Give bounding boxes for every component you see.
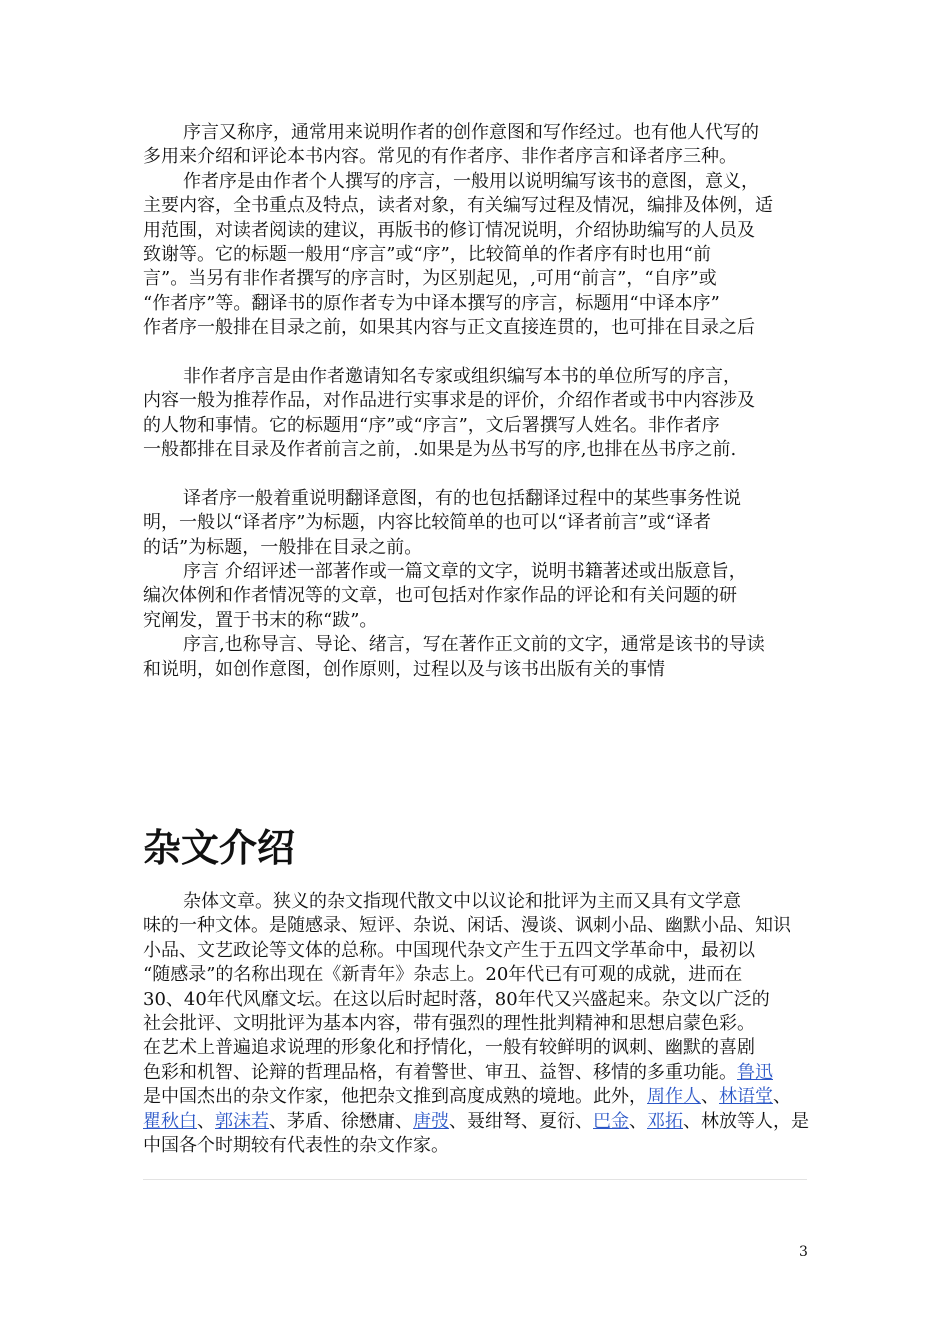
paragraph-line bbox=[143, 1061, 808, 1085]
paragraph-line: 序言,也称导言、导论、绪言，写在著作正文前的文字，通常是该书的导读 bbox=[183, 634, 765, 656]
paragraph-line: 译者序一般着重说明翻译意图，有的也包括翻译过程中的某些事务性说 bbox=[183, 487, 741, 509]
paragraph-line: 主要内容，全书重点及特点，读者对象，有关编写过程及情况，编排及体例，适 bbox=[143, 195, 773, 217]
section-heading: 杂文介绍 bbox=[143, 826, 296, 870]
link-ba-jin[interactable]: 巴金 bbox=[593, 1110, 629, 1132]
paragraph-line: 多用来介绍和评论本书内容。常见的有作者序、非作者序言和译者序三种。 bbox=[143, 146, 737, 168]
paragraph-line: “作者序”等。翻译书的原作者专为中译本撰写的序言，标题用“中译本序” bbox=[143, 292, 720, 314]
paragraph-line bbox=[143, 1085, 808, 1109]
link-deng-tuo[interactable]: 邓拓 bbox=[647, 1110, 683, 1132]
paragraph-line: 言”。当另有非作者撰写的序言时，为区别起见，,可用“前言”，“自序”或 bbox=[143, 268, 717, 290]
separator: 、 bbox=[629, 1110, 647, 1132]
paragraph-line: 一般都排在目录及作者前言之前，.如果是为丛书写的序,也排在丛书序之前. bbox=[143, 439, 737, 461]
paragraph-line: 的话”为标题，一般排在目录之前。 bbox=[143, 536, 423, 558]
line-text: 、聂绀弩、夏衍、 bbox=[449, 1110, 593, 1132]
paragraph-line: 作者序一般排在目录之前，如果其内容与正文直接连贯的，也可排在目录之后 bbox=[143, 317, 755, 339]
paragraph-line: 序言又称序，通常用来说明作者的创作意图和写作经过。也有他人代写的 bbox=[183, 122, 759, 143]
paragraph-line: 30、40年代风靡文坛。在这以后时起时落，80年代又兴盛起来。杂文以广泛的 bbox=[143, 988, 770, 1010]
link-lin-yutang[interactable]: 林语堂 bbox=[719, 1086, 773, 1108]
line-text: 、林放等人，是 bbox=[683, 1110, 809, 1132]
paragraph-line bbox=[143, 1110, 808, 1134]
link-tang-tao[interactable]: 唐弢 bbox=[413, 1110, 449, 1132]
horizontal-divider bbox=[143, 1179, 807, 1180]
paragraph-gap bbox=[143, 462, 808, 486]
paragraph-line: 序言 介绍评述一部著作或一篇文章的文字，说明书籍著述或出版意旨， bbox=[183, 561, 747, 583]
line-text: 是中国杰出的杂文作家，他把杂文推到高度成熟的境地。此外， bbox=[143, 1086, 647, 1108]
separator: 、 bbox=[773, 1086, 791, 1108]
paragraph-gap bbox=[143, 341, 808, 365]
line-text: 色彩和机智、论辩的哲理品格，有着警世、审丑、益智、移情的多重功能。 bbox=[143, 1061, 737, 1083]
paragraph-line: 究阐发，置于书末的称“跋”。 bbox=[143, 609, 378, 631]
paragraph-line: 中国各个时期较有代表性的杂文作家。 bbox=[143, 1134, 449, 1156]
link-luxun[interactable]: 鲁迅 bbox=[737, 1061, 773, 1083]
paragraph-line: 作者序是由作者个人撰写的序言，一般用以说明编写该书的意图，意义， bbox=[183, 170, 759, 192]
paragraph-line: 致谢等。它的标题一般用“序言”或“序”，比较简单的作者序有时也用“前 bbox=[143, 243, 712, 265]
separator: 、 bbox=[701, 1086, 719, 1108]
page-number: 3 bbox=[799, 1244, 808, 1260]
zawen-section bbox=[143, 890, 808, 1158]
paragraph-line: 明，一般以“译者序”为标题，内容比较简单的也可以“译者前言”或“译者 bbox=[143, 512, 712, 534]
preface-section bbox=[143, 121, 808, 682]
separator: 、 bbox=[197, 1110, 215, 1132]
link-qu-qiubai[interactable]: 瞿秋白 bbox=[143, 1110, 197, 1132]
line-text: 、茅盾、徐懋庸、 bbox=[269, 1110, 413, 1132]
paragraph-line: 在艺术上普遍追求说理的形象化和抒情化，一般有较鲜明的讽刺、幽默的喜剧 bbox=[143, 1037, 755, 1059]
paragraph-line: 用范围，对读者阅读的建议，再版书的修订情况说明，介绍协助编写的人员及 bbox=[143, 219, 755, 241]
paragraph-line: 和说明，如创作意图，创作原则，过程以及与该书出版有关的事情 bbox=[143, 658, 665, 680]
paragraph-line: 味的一种文体。是随感录、短评、杂说、闲话、漫谈、讽刺小品、幽默小品、知识 bbox=[143, 915, 791, 937]
paragraph-line: 非作者序言是由作者邀请知名专家或组织编写本书的单位所写的序言， bbox=[183, 365, 741, 387]
paragraph-line: “随感录”的名称出现在《新青年》杂志上。20年代已有可观的成就，进而在 bbox=[143, 964, 743, 986]
paragraph-line: 的人物和事情。它的标题用“序”或“序言”，文后署撰写人姓名。非作者序 bbox=[143, 414, 720, 436]
link-zhou-zuoren[interactable]: 周作人 bbox=[647, 1086, 701, 1108]
paragraph-line: 内容一般为推荐作品，对作品进行实事求是的评价，介绍作者或书中内容涉及 bbox=[143, 390, 755, 412]
paragraph-line: 杂体文章。狭义的杂文指现代散文中以议论和批评为主而又具有文学意 bbox=[183, 891, 741, 912]
paragraph-line: 小品、文艺政论等文体的总称。中国现代杂文产生于五四文学革命中，最初以 bbox=[143, 939, 755, 961]
paragraph-line: 社会批评、文明批评为基本内容，带有强烈的理性批判精神和思想启蒙色彩。 bbox=[143, 1012, 755, 1034]
paragraph-line: 编次体例和作者情况等的文章，也可包括对作家作品的评论和有关问题的研 bbox=[143, 585, 737, 607]
link-guo-moruo[interactable]: 郭沫若 bbox=[215, 1110, 269, 1132]
